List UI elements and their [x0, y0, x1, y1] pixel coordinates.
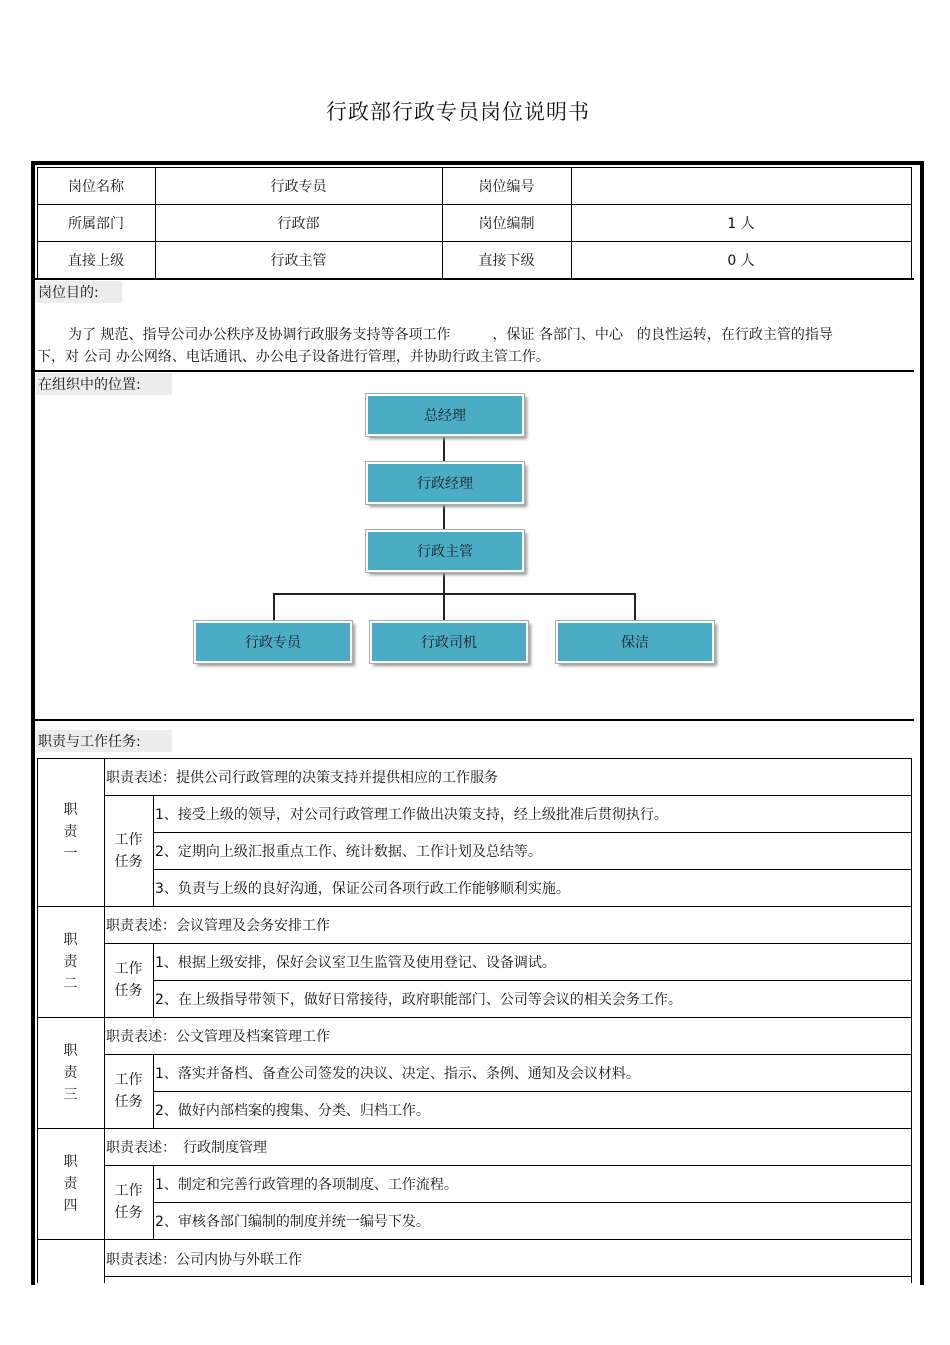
duty-2-description: 职责表述：会议管理及会务安排工作: [106, 917, 330, 934]
duty-3-task-label: 工作 任务: [114, 1072, 143, 1110]
value-direct-superior: 行政主管: [270, 252, 327, 269]
duty-4-task-label: 工作 任务: [114, 1183, 143, 1221]
label-department: 所属部门: [68, 215, 124, 232]
value-headcount: 1 人: [727, 215, 755, 232]
duty-3-title: 职 责 三: [63, 1043, 78, 1103]
value-position-code: [571, 167, 911, 204]
org-node-admin-supervisor: 行政主管: [366, 530, 524, 572]
duty-2-task-label: 工作 任务: [114, 961, 143, 999]
org-node-admin-manager: 行政经理: [366, 462, 524, 504]
label-position-code: 岗位编号: [478, 178, 535, 195]
org-node-general-manager: 总经理: [366, 394, 524, 436]
purpose-text-line2: 下，对 公司 办公网络、电话通讯、办公电子设备进行管理，并协助行政主管工作。: [37, 349, 550, 365]
value-position-name: 行政专员: [270, 178, 327, 195]
duties-label: 职责与工作任务:: [36, 730, 172, 752]
duty-1-description: 职责表述：提供公司行政管理的决策支持并提供相应的工作服务: [106, 769, 498, 786]
label-direct-superior: 直接上级: [68, 252, 124, 269]
value-direct-subordinate: 0 人: [727, 252, 755, 269]
org-node-admin-driver: 行政司机: [370, 621, 528, 663]
duty-4-task-2: 2、审核各部门编制的制度并统一编号下发。: [155, 1213, 430, 1230]
purpose-label: 岗位目的:: [36, 281, 122, 303]
duty-4-task-1: 1、制定和完善行政管理的各项制度、工作流程。: [155, 1176, 458, 1193]
purpose-text-line1: 为了 规范、指导公司办公秩序及协调行政服务支持等各项工作 ，保证 各部门、中心 的良性运转，在行政主管的指导: [68, 327, 833, 343]
duty-3-task-1: 1、落实并备档、备查公司签发的决议、决定、指示、条例、通知及会议材料。: [155, 1065, 640, 1082]
value-department: 行政部: [277, 215, 320, 232]
duty-3-description: 职责表述：公文管理及档案管理工作: [106, 1028, 330, 1045]
duty-2-title: 职 责 二: [63, 932, 78, 992]
label-position-name: 岗位名称: [68, 178, 124, 195]
duty-1-title: 职 责 一: [63, 802, 78, 862]
org-node-admin-specialist: 行政专员: [194, 621, 352, 663]
label-headcount: 岗位编制: [478, 215, 535, 232]
duty-1-task-label: 工作 任务: [114, 831, 143, 870]
label-direct-subordinate: 直接下级: [478, 252, 535, 269]
org-label: 在组织中的位置:: [36, 373, 172, 395]
duty-4-title: 职 责 四: [63, 1154, 78, 1214]
org-node-cleaner: 保洁: [556, 621, 714, 663]
duty-1-task-1: 1、接受上级的领导，对公司行政管理工作做出决策支持，经上级批准后贯彻执行。: [155, 806, 668, 823]
duty-2-task-1: 1、根据上级安排，保好会议室卫生监管及使用登记、设备调试。: [155, 954, 556, 971]
duty-4-description: 职责表述： 行政制度管理: [106, 1139, 267, 1156]
duty-5-description: 职责表述：公司内协与外联工作: [106, 1251, 302, 1268]
document-title: 行政部行政专员岗位说明书: [326, 100, 590, 124]
duty-1-task-3: 3、负责与上级的良好沟通，保证公司各项行政工作能够顺利实施。: [155, 880, 570, 897]
duty-2-task-2: 2、在上级指导带领下，做好日常接待，政府职能部门、公司等会议的相关会务工作。: [155, 991, 682, 1008]
duty-3-task-2: 2、做好内部档案的搜集、分类、归档工作。: [155, 1102, 430, 1119]
duty-1-task-2: 2、定期向上级汇报重点工作、统计数据、工作计划及总结等。: [155, 843, 542, 860]
